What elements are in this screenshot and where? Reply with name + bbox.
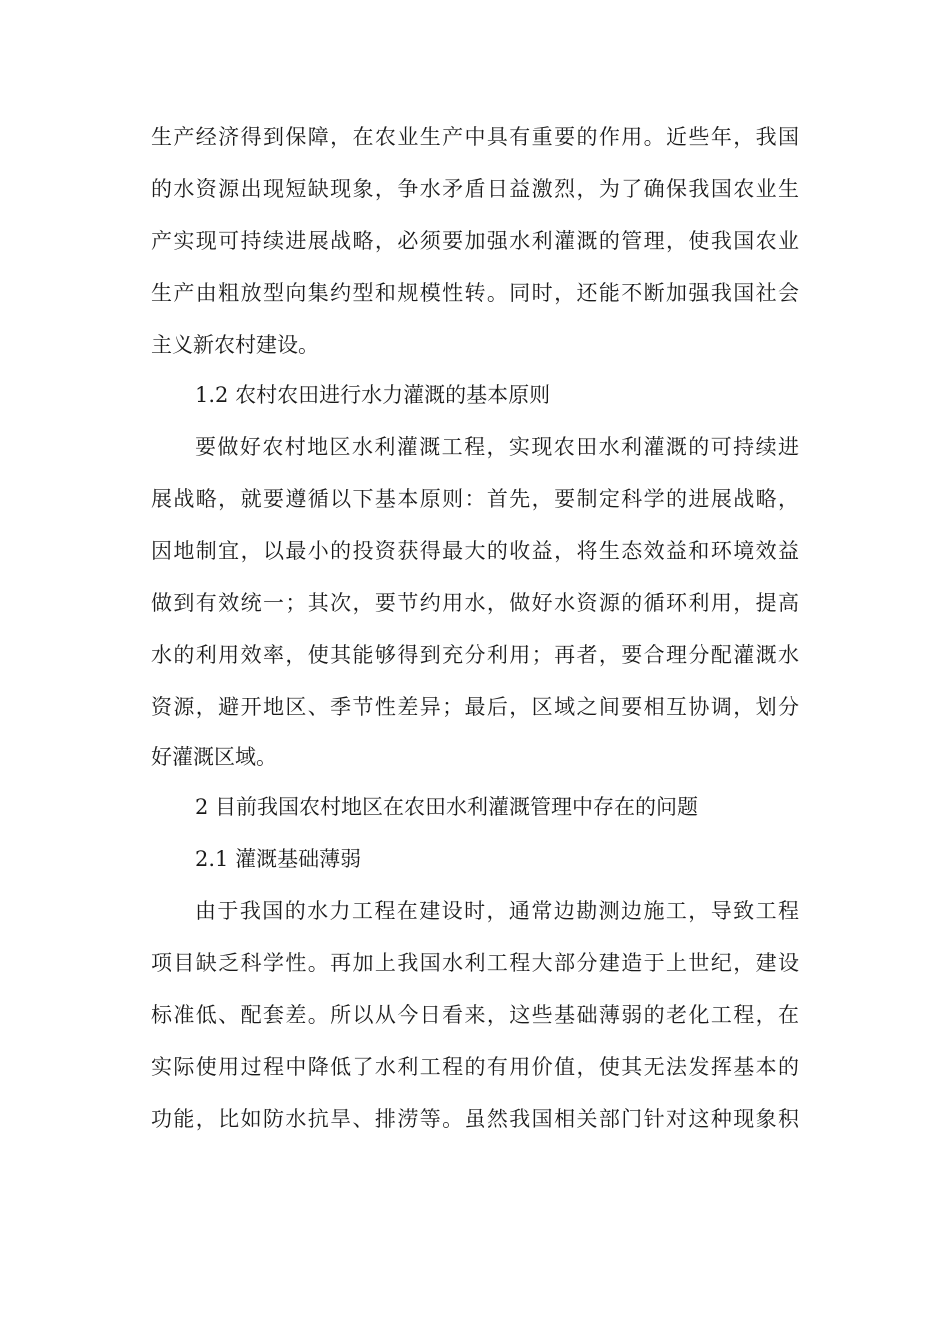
paragraph-line: 展战略，就要遵循以下基本原则：首先，要制定科学的进展战略，: [151, 487, 799, 511]
paragraph-line: 主义新农村建设。: [151, 333, 319, 357]
section-heading: 2 目前我国农村地区在农田水利灌溉管理中存在的问题: [195, 795, 699, 819]
paragraph-line: 因地制宜，以最小的投资获得最大的收益，将生态效益和环境效益: [151, 539, 799, 563]
paragraph-line: 由于我国的水力工程在建设时，通常边勘测边施工，导致工程: [195, 899, 799, 923]
paragraph-line: 生产由粗放型向集约型和规模性转。同时，还能不断加强我国社会: [151, 281, 799, 305]
paragraph-line: 产实现可持续进展战略，必须要加强水利灌溉的管理，使我国农业: [151, 229, 799, 253]
section-heading: 1.2 农村农田进行水力灌溉的基本原则: [195, 383, 551, 407]
paragraph-line: 生产经济得到保障，在农业生产中具有重要的作用。近些年，我国: [151, 125, 799, 149]
paragraph-line: 要做好农村地区水利灌溉工程，实现农田水利灌溉的可持续进: [195, 435, 799, 459]
paragraph-line: 实际使用过程中降低了水利工程的有用价值，使其无法发挥基本的: [151, 1055, 799, 1079]
paragraph-line: 的水资源出现短缺现象，争水矛盾日益激烈，为了确保我国农业生: [151, 177, 799, 201]
paragraph-line: 水的利用效率，使其能够得到充分利用；再者，要合理分配灌溉水: [151, 643, 799, 667]
paragraph-line: 资源，避开地区、季节性差异；最后，区域之间要相互协调，划分: [151, 695, 799, 719]
paragraph-line: 功能，比如防水抗旱、排涝等。虽然我国相关部门针对这种现象积: [151, 1107, 799, 1131]
paragraph-line: 好灌溉区域。: [151, 745, 277, 769]
paragraph-line: 标准低、配套差。所以从今日看来，这些基础薄弱的老化工程，在: [151, 1003, 799, 1027]
paragraph-line: 项目缺乏科学性。再加上我国水利工程大部分建造于上世纪，建设: [151, 951, 799, 975]
subsection-heading: 2.1 灌溉基础薄弱: [195, 847, 362, 871]
paragraph-line: 做到有效统一；其次，要节约用水，做好水资源的循环利用，提高: [151, 591, 799, 615]
